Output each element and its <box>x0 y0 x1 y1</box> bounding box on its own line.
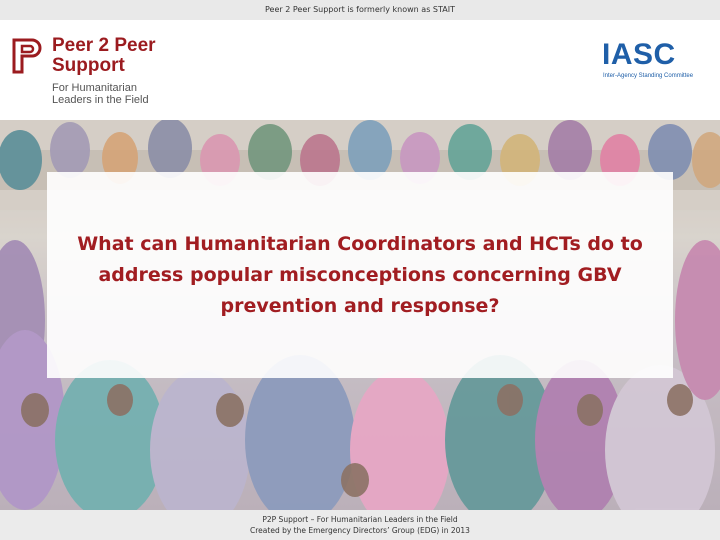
footer-line-1: P2P Support – For Humanitarian Leaders in the Field <box>262 515 458 524</box>
top-note: Peer 2 Peer Support is formerly known as STAIT <box>0 0 720 20</box>
p2p-title-line-2: Support <box>52 55 125 76</box>
p2p-logo <box>12 36 172 128</box>
p2p-logo-mark-icon <box>12 38 42 74</box>
question-text: What can Humanitarian Coordinators and HCTs do to address popular misconceptions concerning GBV prevention and response? <box>77 232 643 317</box>
p2p-subtitle-line-1: For Humanitarian <box>52 82 137 94</box>
footer <box>0 510 720 540</box>
question-box <box>47 172 673 378</box>
p2p-logo-subtitle <box>52 82 149 106</box>
footer-line-2: Created by the Emergency Directors’ Group (EDG) in 2013 <box>250 526 470 535</box>
iasc-subtitle: Inter-Agency Standing Committee <box>603 73 694 79</box>
p2p-title-line-1: Peer 2 Peer <box>52 35 156 56</box>
header <box>0 20 720 120</box>
iasc-wordmark: IASC <box>602 38 676 71</box>
iasc-logo <box>598 40 708 84</box>
p2p-logo-title <box>52 36 156 76</box>
p2p-subtitle-line-2: Leaders in the Field <box>52 94 149 106</box>
